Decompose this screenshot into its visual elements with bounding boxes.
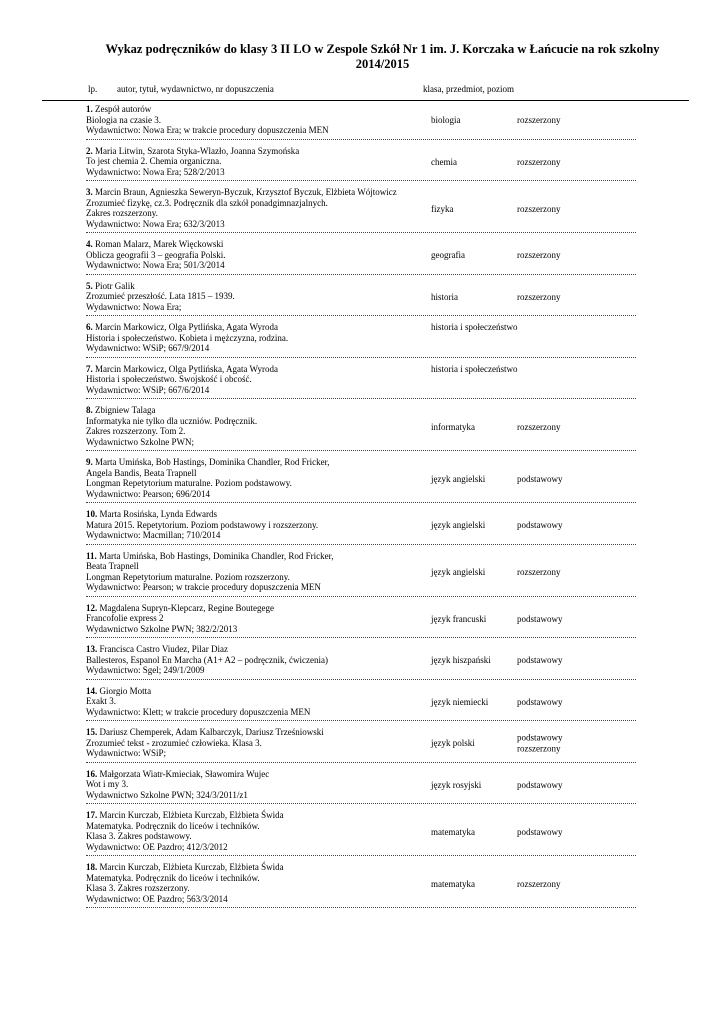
entry-authors: Małgorzata Wiatr-Kmieciak, Sławomira Wujec: [99, 768, 270, 779]
entry-number: 15.: [86, 727, 98, 737]
entry-authors: Marcin Kurczab, Elżbieta Kurczab, Elżbieta Świda: [99, 862, 284, 872]
entry-line: Wydawnictwo: Nowa Era; 528/2/2013: [86, 166, 225, 177]
entry-level-value: rozszerzony: [517, 878, 561, 889]
entry-authors: Marta Umińska, Bob Hastings, Dominika Chandler, Rod Fricker,: [99, 550, 334, 561]
entry-authors: Zespół autorów: [95, 104, 152, 114]
entry-info: [86, 146, 426, 178]
entry-level: [517, 567, 560, 578]
list-item: [86, 237, 636, 275]
entry-authors: Magdalena Supryn-Klepcarz, Regine Boutegege: [99, 602, 274, 613]
entry-line: Matematyka. Podręcznik do liceów i techników.: [86, 820, 260, 831]
entry-line: To jest chemia 2. Chemia organiczna.: [86, 156, 222, 166]
entry-number: 7.: [86, 363, 93, 374]
entry-authors: Marta Umińska, Bob Hastings, Dominika Chandler, Rod Fricker,: [95, 457, 330, 467]
entry-subject: matematyka: [431, 878, 475, 889]
entry-line: Wydawnictwo: Nowa Era; 501/3/2014: [86, 260, 225, 270]
entry-authors: Dariusz Chemperek, Adam Kalbarczyk, Dariusz Trześniowski: [99, 727, 324, 737]
list-item: [86, 642, 636, 680]
list-item: [86, 320, 636, 358]
entry-level-value: podstawowy: [517, 826, 563, 837]
entry-line: Beata Trapnell: [86, 561, 139, 571]
entry-subject: informatyka: [431, 421, 475, 432]
entry-level-value: podstawowy: [517, 696, 563, 707]
list-item: [86, 725, 636, 763]
entry-line: Klasa 3. Zakres podstawowy.: [86, 831, 192, 841]
entry-info: [86, 769, 426, 801]
entry-level-value: podstawowy: [517, 732, 563, 743]
entry-level-value: rozszerzony: [517, 421, 561, 432]
entry-level-value: podstawowy: [517, 655, 563, 665]
title-line-2: 2014/2015: [355, 57, 410, 71]
entry-info: [86, 187, 426, 229]
entry-info: [86, 862, 426, 904]
list-item: [86, 403, 636, 451]
entry-line: [86, 187, 426, 198]
entry-subject: język angielski: [431, 473, 486, 484]
list-item: [86, 185, 636, 233]
entry-line: [86, 551, 426, 562]
entry-level: [517, 733, 563, 754]
entry-line: Exakt 3.: [86, 696, 116, 706]
list-item: [86, 860, 636, 908]
entry-line: Oblicza geografii 3 – geografia Polski.: [86, 249, 226, 260]
entry-number: 12.: [86, 602, 98, 613]
title-line-1: Wykaz podręczników do klasy 3 II LO w Zespole Szkół Nr 1 im. J. Korczaka w Łańcucie na rok szkolny: [105, 42, 660, 56]
entry-line: Wydawnictwo: Pearson; w trakcie procedury dopuszczenia MEN: [86, 582, 321, 592]
textbook-list: [0, 102, 725, 912]
entry-number: 9.: [86, 457, 93, 467]
entry-line: Wot i my 3.: [86, 779, 129, 789]
list-item: [86, 144, 636, 182]
entry-info: [86, 810, 426, 852]
entry-line: [86, 104, 426, 115]
entry-info: [86, 405, 426, 447]
entry-level: [517, 421, 560, 432]
header-divider: [42, 100, 689, 101]
entry-level: [517, 250, 560, 261]
list-item: [86, 601, 636, 639]
entry-authors: Zbigniew Talaga: [95, 405, 156, 415]
header-author: autor, tytuł, wydawnictwo, nr dopuszczenia: [117, 84, 274, 94]
entry-line: [86, 686, 426, 697]
entry-line: Angela Bandis, Beata Trapnell: [86, 467, 197, 478]
entry-number: 6.: [86, 322, 93, 332]
entry-level-value: podstawowy: [517, 613, 563, 624]
entry-level-value: rozszerzony: [517, 115, 561, 125]
entry-authors: Marcin Markowicz, Olga Pytlińska, Agata Wyroda: [95, 363, 278, 374]
header-klasa: klasa, przedmiot, poziom: [423, 84, 514, 94]
entry-line: Wydawnictwo: Nowa Era;: [86, 301, 182, 312]
entry-line: Wydawnictwo: Pearson; 696/2014: [86, 488, 210, 499]
entry-info: [86, 686, 426, 718]
entry-line: Wydawnictwo Szkolne PWN;: [86, 436, 194, 447]
entry-number: 3.: [86, 187, 93, 197]
entry-authors: Marcin Kurczab, Elżbieta Kurczab, Elżbieta Świda: [99, 810, 284, 820]
entry-line: [86, 281, 426, 292]
entry-line: [86, 509, 426, 520]
entry-level: [517, 203, 560, 214]
entry-level: [517, 520, 563, 531]
entry-subject: język niemiecki: [431, 696, 489, 707]
entry-number: 17.: [86, 810, 98, 820]
entry-level: [517, 878, 560, 889]
entry-line: Wydawnictwo Szkolne PWN; 324/3/2011/z1: [86, 789, 248, 800]
entry-line: Wydawnictwo: Nowa Era; w trakcie procedury dopuszczenia MEN: [86, 125, 329, 135]
entry-info: [86, 322, 426, 354]
entry-line: Zrozumieć tekst - zrozumieć człowieka. Klasa 3.: [86, 737, 262, 748]
list-item: [86, 767, 636, 805]
entry-level-value: rozszerzony: [517, 291, 561, 302]
entry-line: [86, 810, 426, 821]
entry-line: [86, 769, 426, 780]
entry-subject: chemia: [431, 156, 457, 167]
entry-level: [517, 115, 560, 126]
list-item: [86, 684, 636, 722]
entry-number: 18.: [86, 862, 98, 872]
entry-level-value: rozszerzony: [517, 203, 561, 214]
entry-line: Francofolie express 2: [86, 613, 164, 623]
entry-authors: Marcin Braun, Agnieszka Seweryn-Byczuk, Krzysztof Byczuk, Elżbieta Wójtowicz: [95, 187, 397, 197]
entry-line: Matura 2015. Repetytorium. Poziom podstawowy i rozszerzony.: [86, 519, 319, 530]
list-item: [86, 455, 636, 503]
entry-level: [517, 826, 563, 837]
entry-number: 5.: [86, 280, 93, 291]
entry-info: [86, 727, 426, 759]
entry-number: 8.: [86, 405, 93, 415]
entry-level: [517, 697, 563, 708]
entry-info: [86, 104, 426, 136]
entry-subject: język francuski: [431, 613, 487, 624]
entry-info: [86, 603, 426, 635]
entry-line: Zakres rozszerzony.: [86, 208, 158, 218]
entry-line: [86, 146, 426, 157]
entry-number: 11.: [86, 550, 97, 561]
entry-line: [86, 727, 426, 738]
entry-subject: matematyka: [431, 826, 475, 837]
entry-subject: historia: [431, 291, 458, 302]
entry-line: [86, 405, 426, 416]
list-item: [86, 549, 636, 597]
entry-number: 4.: [86, 239, 93, 249]
entry-info: [86, 457, 426, 499]
entry-line: Longman Repetytorium maturalne. Poziom rozszerzony.: [86, 571, 290, 582]
entry-subject: język hiszpański: [431, 655, 491, 665]
entry-line: Historia i społeczeństwo. Kobieta i mężczyzna, rodzina.: [86, 332, 289, 343]
entry-info: [86, 239, 426, 271]
entry-line: Wydawnictwo: Macmillan; 710/2014: [86, 530, 221, 540]
entry-level-value: podstawowy: [517, 520, 563, 530]
entry-authors: Marcin Markowicz, Olga Pytlińska, Agata Wyroda: [95, 322, 278, 332]
entry-number: 16.: [86, 768, 98, 779]
list-item: [86, 279, 636, 317]
entry-subject: język polski: [431, 738, 475, 748]
entry-level-value: rozszerzony: [517, 156, 561, 167]
list-item: [86, 808, 636, 856]
entry-level-value: podstawowy: [517, 473, 563, 484]
entry-level-value: podstawowy: [517, 779, 563, 790]
entry-line: Zrozumieć przeszłość. Lata 1815 – 1939.: [86, 291, 235, 301]
entry-level-value: rozszerzony: [517, 743, 561, 754]
entry-line: Wydawnictwo Szkolne PWN; 382/2/2013: [86, 623, 238, 634]
entry-subject: historia i społeczeństwo: [431, 322, 518, 332]
entry-level: [517, 614, 563, 625]
entry-line: Matematyka. Podręcznik do liceów i techników.: [86, 872, 260, 883]
entry-subject: biologia: [431, 115, 461, 125]
entry-line: [86, 322, 426, 333]
entry-line: Biologia na czasie 3.: [86, 114, 161, 125]
entry-line: Klasa 3. Zakres rozszerzony.: [86, 883, 190, 893]
entry-info: [86, 644, 426, 676]
list-item: [86, 102, 636, 140]
entry-info: [86, 364, 426, 396]
entry-line: Wydawnictwo: WSiP;: [86, 748, 167, 758]
entry-line: Wydawnictwo: WSiP; 667/9/2014: [86, 343, 210, 353]
entry-line: Wydawnictwo: WSiP; 667/6/2014: [86, 384, 210, 395]
list-item: [86, 507, 636, 545]
entry-subject: historia i społeczeństwo: [431, 363, 518, 374]
entry-level: [517, 473, 563, 484]
entry-authors: Roman Malarz, Marek Więckowski: [95, 239, 224, 249]
entry-level: [517, 157, 560, 168]
entry-number: 2.: [86, 145, 93, 156]
entry-level: [517, 655, 563, 666]
page-title: [60, 42, 705, 72]
entry-line: Wydawnictwo: Klett; w trakcie procedury dopuszczenia MEN: [86, 706, 311, 717]
entry-line: Historia i społeczeństwo. Swojskość i obcość.: [86, 374, 252, 384]
entry-number: 14.: [86, 685, 98, 696]
entry-authors: Giorgio Motta: [99, 685, 152, 696]
entry-line: [86, 239, 426, 250]
entry-line: [86, 364, 426, 375]
entry-line: [86, 644, 426, 655]
entry-level: [517, 292, 560, 303]
entry-subject: język rosyjski: [431, 779, 482, 790]
entry-authors: Piotr Galik: [95, 280, 135, 291]
entry-line: Longman Repetytorium maturalne. Poziom podstawowy.: [86, 478, 292, 488]
entry-line: Wydawnictwo: Sgel; 249/1/2009: [86, 665, 205, 675]
entry-line: Wydawnictwo: Nowa Era; 632/3/2013: [86, 218, 225, 229]
entry-line: Wydawnictwo: OE Pazdro; 563/3/2014: [86, 893, 228, 904]
entry-info: [86, 281, 426, 313]
entry-authors: Francisca Castro Viudez, Pilar Diaz: [99, 644, 229, 654]
entry-line: [86, 603, 426, 614]
entry-level: [517, 780, 563, 791]
entry-line: Wydawnictwo: OE Pazdro; 412/3/2012: [86, 841, 228, 852]
entry-line: Informatyka nie tylko dla uczniów. Podręcznik.: [86, 415, 258, 426]
list-item: [86, 362, 636, 400]
entry-line: Zrozumieć fizykę, cz.3. Podręcznik dla szkół ponadgimnazjalnych.: [86, 197, 328, 208]
entry-subject: język angielski: [431, 566, 486, 577]
entry-level-value: rozszerzony: [517, 250, 561, 260]
entry-subject: język angielski: [431, 520, 486, 530]
entry-number: 13.: [86, 644, 98, 654]
entry-subject: geografia: [431, 250, 465, 260]
entry-info: [86, 551, 426, 593]
entry-authors: Maria Litwin, Szarota Styka-Wlazło, Joanna Szymońska: [95, 145, 300, 156]
entry-level-value: rozszerzony: [517, 566, 561, 577]
entry-info: [86, 509, 426, 541]
header-lp: lp.: [88, 84, 98, 94]
entry-authors: Marta Rosińska, Lynda Edwards: [99, 509, 217, 519]
entry-line: Ballesteros, Espanol En Marcha (A1+ A2 – podręcznik, ćwiczenia): [86, 654, 328, 665]
entry-line: [86, 457, 426, 468]
entry-line: Zakres rozszerzony. Tom 2.: [86, 426, 186, 436]
entry-subject: fizyka: [431, 203, 454, 214]
entry-number: 10.: [86, 509, 98, 519]
entry-line: [86, 862, 426, 873]
entry-number: 1.: [86, 104, 93, 114]
